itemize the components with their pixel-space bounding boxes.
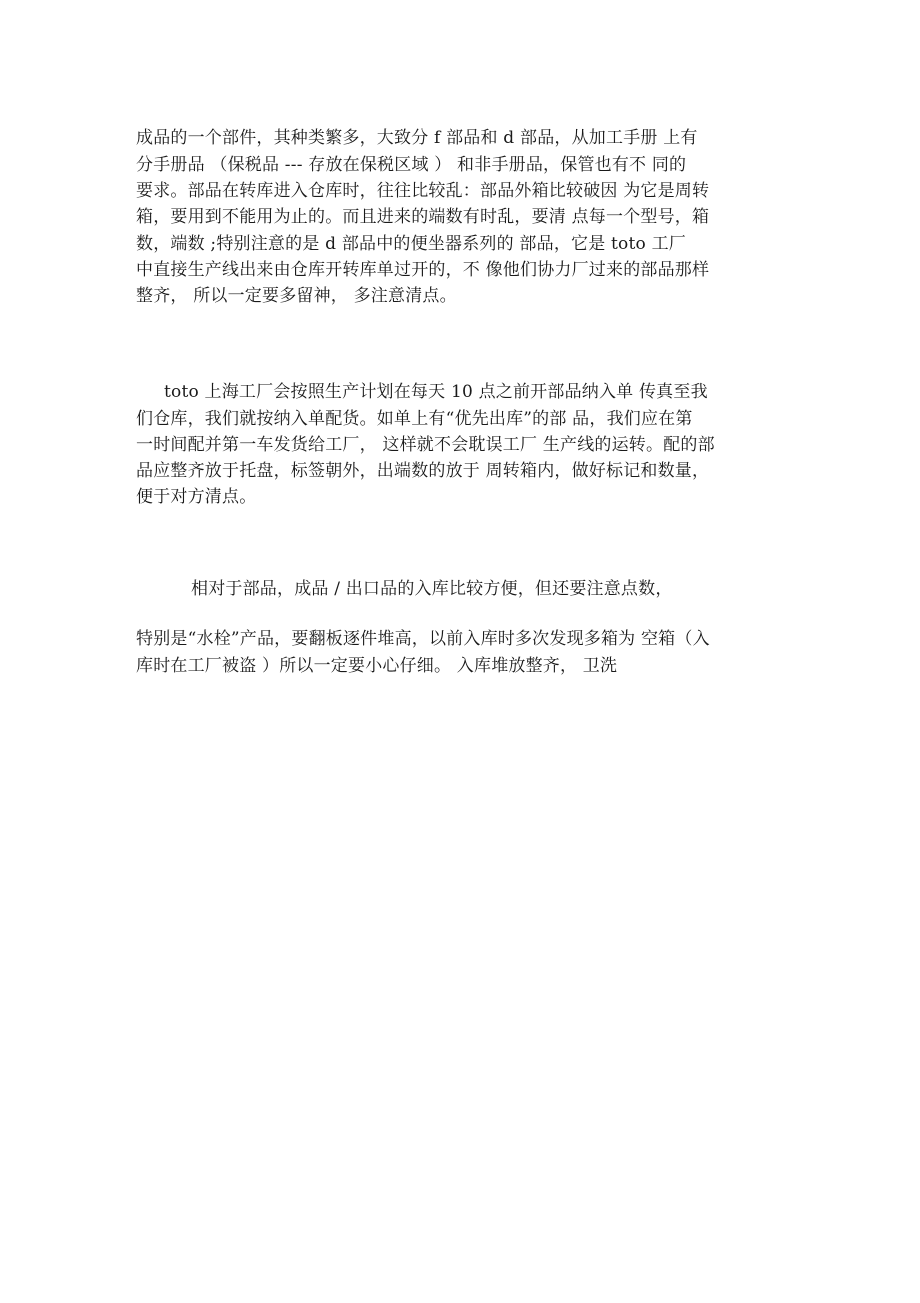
paragraph-2-line-4: 品应整齐放于托盘，标签朝外，出端数的放于 周转箱内，做好标记和数量， [136, 461, 710, 481]
paragraph-2-line-3: 一时间配并第一车发货给工厂， 这样就不会耽误工厂 生产线的运转。配的部 [136, 435, 715, 455]
paragraph-1-line-3: 要求。部品在转库进入仓库时，往往比较乱：部品外箱比较破因 为它是周转 [136, 181, 710, 201]
paragraph-1-line-2: 分手册品 （保税品 --- 存放在保税区域 ） 和非手册品，保管也有不 同的 [136, 155, 687, 175]
paragraph-3-line-1: 相对于部品，成品 / 出口品的入库比较方便，但还要注意点数， [191, 579, 673, 599]
paragraph-2-line-5: 便于对方清点。 [136, 487, 257, 507]
paragraph-1-line-4: 箱，要用到不能用为止的。而且进来的端数有时乱，要清 点每一个型号，箱 [136, 207, 710, 227]
paragraph-2-line-2: 们仓库，我们就按纳入单配货。如单上有“优先出库”的部 品，我们应在第 [136, 409, 693, 429]
paragraph-4-line-1: 特别是“水栓”产品，要翻板逐件堆高，以前入库时多次发现多箱为 空箱（入 [136, 629, 710, 649]
paragraph-2-line-1: toto 上海工厂会按照生产计划在每天 10 点之前开部品纳入单 传真至我 [164, 382, 708, 402]
paragraph-1-line-7: 整齐， 所以一定要多留神， 多注意清点。 [136, 286, 457, 306]
paragraph-1-line-1: 成品的一个部件，其种类繁多，大致分 f 部品和 d 部品，从加工手册 上有 [136, 128, 698, 148]
paragraph-4-line-2: 库时在工厂被盗 ）所以一定要小心仔细。 入库堆放整齐， 卫洗 [136, 656, 618, 676]
paragraph-1-line-6: 中直接生产线出来由仓库开转库单过开的，不 像他们协力厂过来的部品那样 [136, 260, 710, 280]
paragraph-1-line-5: 数，端数 ;特别注意的是 d 部品中的便坐器系列的 部品，它是 toto 工厂 [136, 234, 686, 254]
